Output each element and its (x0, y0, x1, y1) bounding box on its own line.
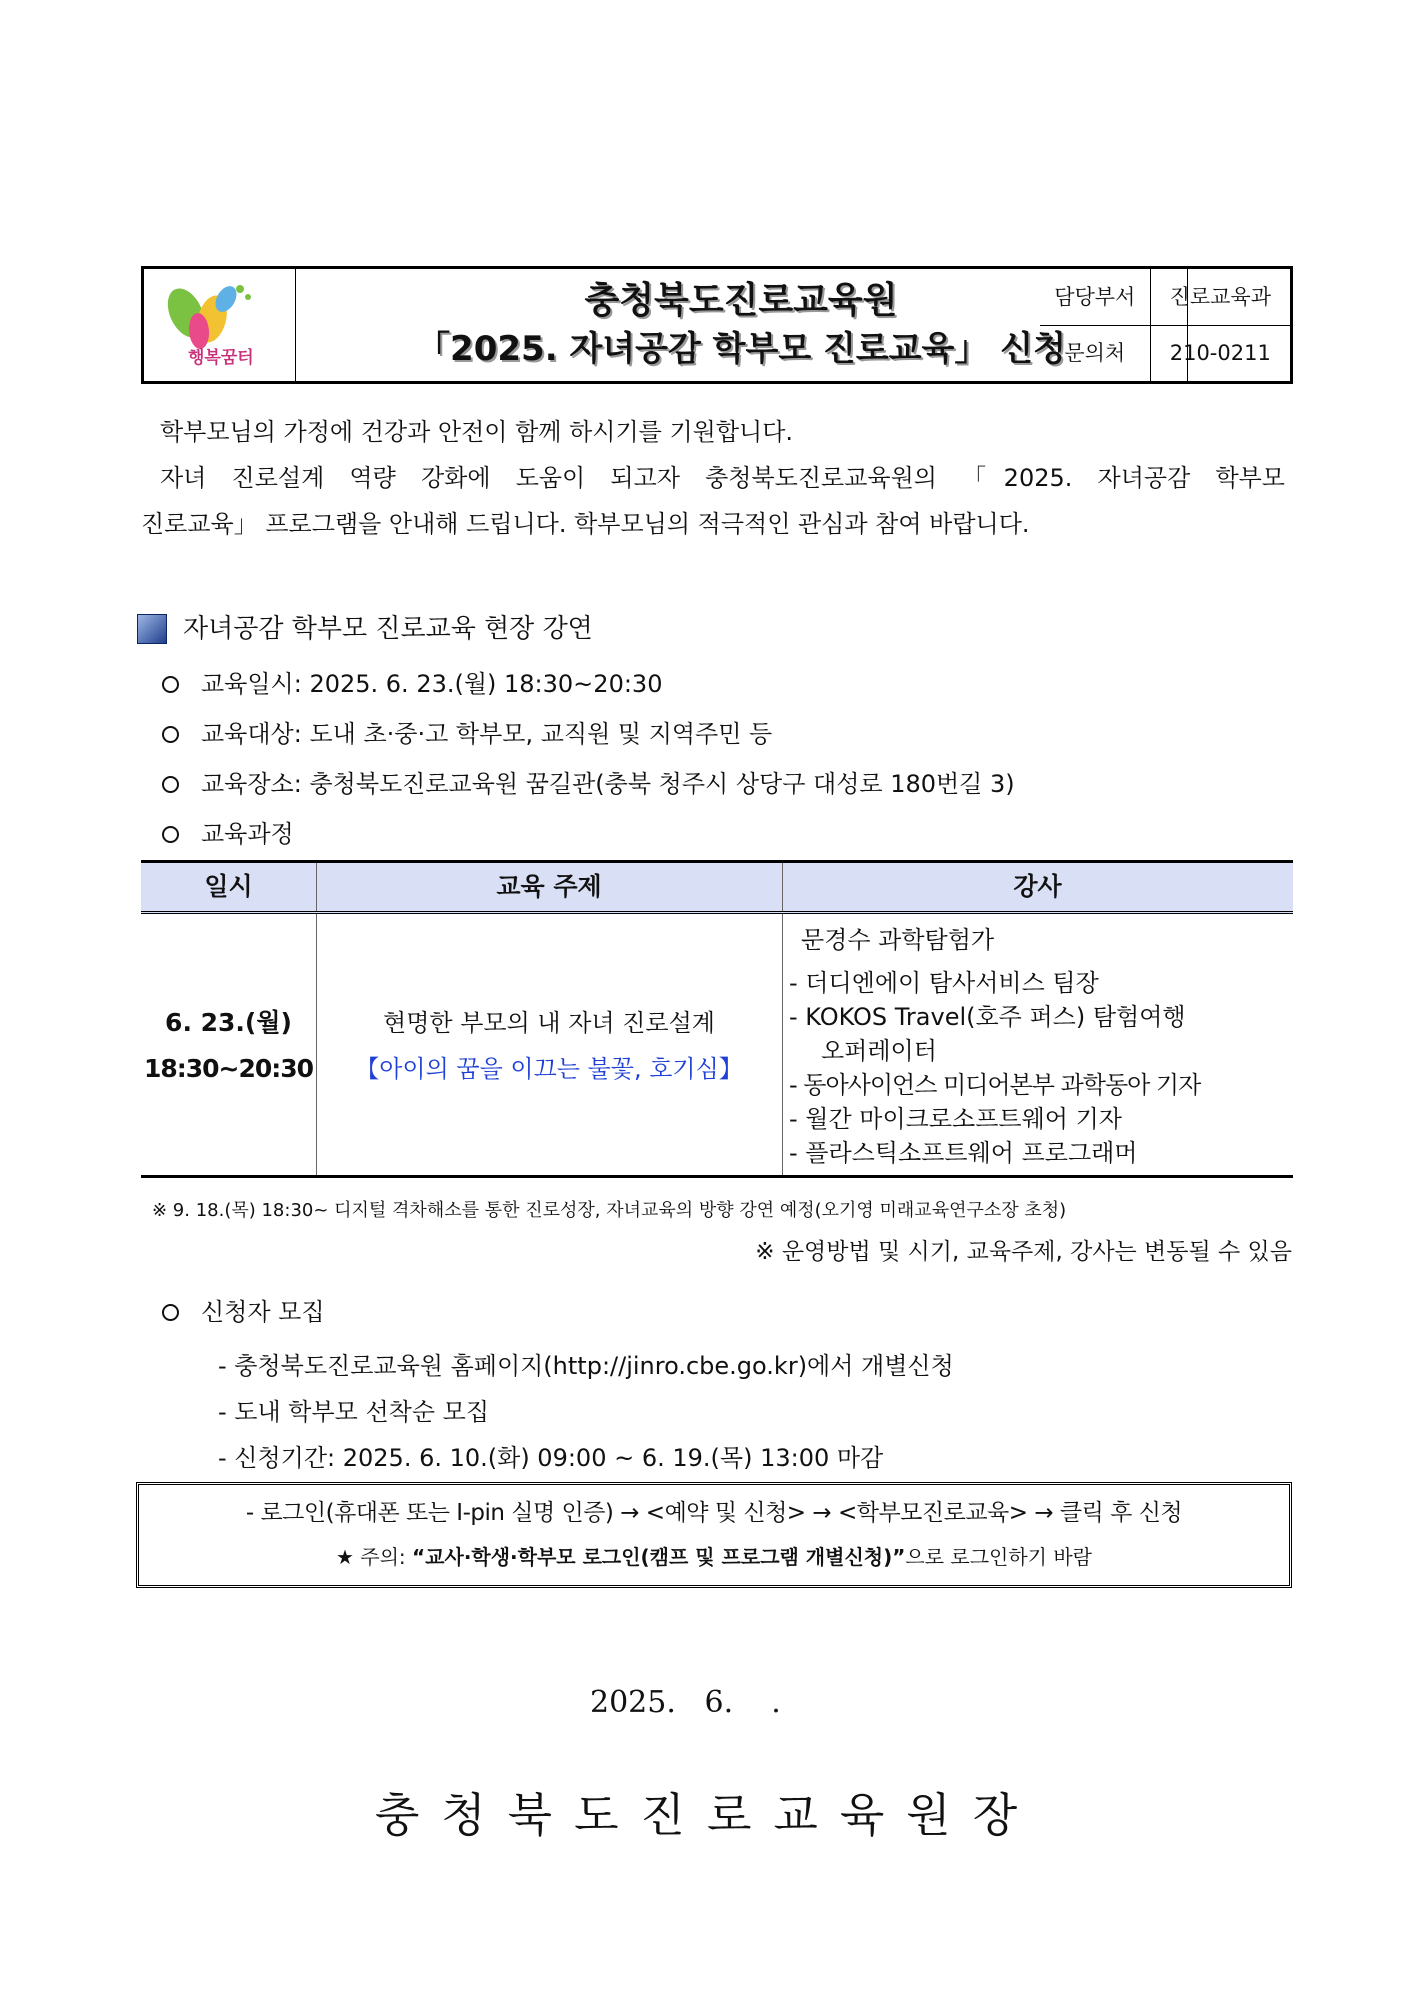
cell-datetime (141, 1000, 316, 1092)
dept-row (1040, 269, 1290, 326)
circle-bullet-icon (162, 726, 179, 743)
notice-caution-prefix: ★ 주의: (336, 1545, 413, 1569)
contact-value: 210-0211 (1169, 341, 1271, 365)
note-schedule: ※ 9. 18.(목) 18:30~ 디지털 격차해소를 통한 진로성장, 자녀교육의 방향 강연 예정(오기영 미래교육연구소장 초청) (152, 1200, 1067, 1221)
recruit-item-period: - 신청기간: 2025. 6. 10.(화) 09:00 ~ 6. 19.(목) 13:00 마감 (218, 1444, 884, 1472)
lecturer-career-4: - 월간 마이크로소프트웨어 기자 (789, 1105, 1122, 1133)
circle-bullet-icon (162, 1304, 179, 1321)
intro-line-2: 자녀 진로설계 역량 강화에 도움이 되고자 충청북도진로교육원의 「2025. 자녀공감 학부모 (160, 464, 1285, 492)
login-notice-box (136, 1482, 1292, 1588)
contact-row (1040, 325, 1290, 381)
cell-date: 6. 23.(월) (165, 1008, 292, 1037)
recruit-heading (162, 1292, 325, 1332)
intro-line-3: 진로교육」 프로그램을 안내해 드립니다. 학부모님의 적극적인 관심과 참여 바랍니다. (141, 510, 1030, 538)
cell-time: 18:30~20:30 (143, 1054, 314, 1083)
course-table (141, 860, 1293, 1178)
list-item (162, 714, 772, 754)
cell-topic (316, 1000, 782, 1092)
lecturer-name: 문경수 과학탐험가 (801, 926, 995, 954)
header-box (141, 266, 1293, 384)
topic-subtitle: 【아이의 꿈을 이끄는 불꽃, 호기심】 (355, 1055, 743, 1083)
list-item (162, 664, 662, 704)
note-change: ※ 운영방법 및 시기, 교육주제, 강사는 변동될 수 있음 (755, 1239, 1292, 1265)
lecturer-career-5: - 플라스틱소프트웨어 프로그래머 (789, 1139, 1138, 1167)
list-item (162, 764, 1015, 804)
contact-label: 문의처 (1040, 325, 1151, 381)
list-item (162, 814, 294, 854)
edu-target: 교육대상: 도내 초·중·고 학부모, 교직원 및 지역주민 등 (201, 720, 773, 748)
topic-title: 현명한 부모의 내 자녀 진로설계 (383, 1009, 715, 1037)
circle-bullet-icon (162, 826, 179, 843)
edu-course: 교육과정 (201, 820, 294, 848)
contact-table (1040, 269, 1290, 381)
cell-lecturer (789, 920, 1289, 1170)
issue-date: 2025. 6. . (590, 1685, 781, 1720)
table-header (141, 860, 1293, 914)
circle-bullet-icon (162, 676, 179, 693)
notice-caution-bold: “교사·학생·학부모 로그인(캠프 및 프로그램 개별신청)” (412, 1545, 906, 1569)
edu-datetime: 교육일시: 2025. 6. 23.(월) 18:30~20:30 (201, 670, 663, 698)
signature: 충청북도진로교육원장 (374, 1788, 1040, 1842)
lecturer-career-3: - 동아사이언스 미디어본부 과학동아 기자 (789, 1071, 1201, 1099)
dept-value: 진로교육과 (1169, 285, 1271, 309)
header-lecturer: 강사 (1013, 872, 1062, 901)
lecturer-career-2: - KOKOS Travel(호주 퍼스) 탐험여행 (789, 1003, 1186, 1031)
section-title: 자녀공감 학부모 진로교육 현장 강연 (183, 614, 593, 644)
notice-caution (139, 1537, 1289, 1577)
section-square-icon (137, 614, 167, 644)
logo (144, 269, 296, 381)
org-title: 충청북도진로교육원 (584, 280, 898, 321)
notice-steps: - 로그인(휴대폰 또는 I-pin 실명 인증) → <예약 및 신청> → <학부모진로교육> → 클릭 후 신청 (245, 1500, 1183, 1526)
logo-text: 행복꿈터 (188, 348, 254, 368)
program-title: 「2025. 자녀공감 학부모 진로교육」 신청 (416, 329, 1066, 369)
circle-bullet-icon (162, 776, 179, 793)
recruit-item-homepage: - 충청북도진로교육원 홈페이지(http://jinro.cbe.go.kr)에서 개별신청 (218, 1352, 954, 1380)
edu-place: 교육장소: 충청북도진로교육원 꿈길관(충북 청주시 상당구 대성로 180번길 3) (201, 770, 1015, 798)
lecturer-career-1: - 더디엔에이 탐사서비스 팀장 (789, 969, 1099, 997)
table-row (141, 914, 1293, 1178)
header-topic: 교육 주제 (496, 872, 602, 901)
header-date: 일시 (204, 872, 253, 901)
dept-label: 담당부서 (1040, 269, 1151, 325)
recruit-item-first-come: - 도내 학부모 선착순 모집 (218, 1398, 490, 1426)
lecturer-career-2-cont: 오퍼레이터 (821, 1037, 937, 1065)
notice-caution-suffix: 으로 로그인하기 바람 (905, 1545, 1092, 1569)
intro-line-1: 학부모님의 가정에 건강과 안전이 함께 하시기를 기원합니다. (160, 418, 794, 446)
recruit-title: 신청자 모집 (201, 1298, 325, 1326)
